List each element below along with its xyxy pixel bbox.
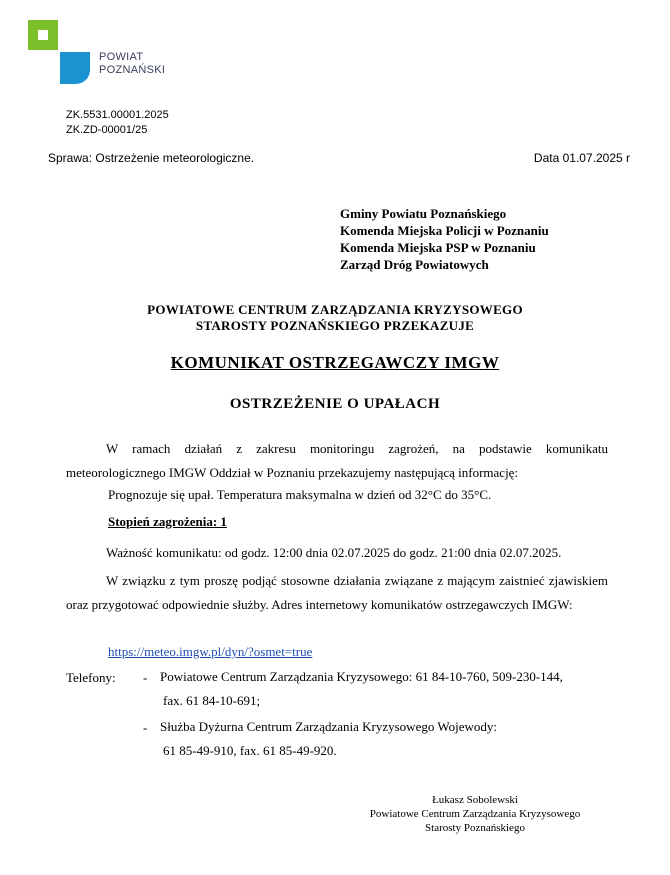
recipient: Zarząd Dróg Powiatowych bbox=[340, 257, 489, 272]
recipient: Komenda Miejska Policji w Poznaniu bbox=[340, 223, 549, 238]
logo-text bbox=[99, 51, 165, 77]
reference-number: ZK.ZD-00001/25 bbox=[66, 124, 148, 136]
imgw-link[interactable]: https://meteo.imgw.pl/dyn/?osmet=true bbox=[108, 644, 313, 659]
list-dash: - bbox=[143, 720, 148, 735]
signatory-unit: Powiatowe Centrum Zarządzania Kryzysowego bbox=[369, 808, 581, 820]
phone-item-line1: Służba Dyżurna Centrum Zarządzania Kryzysowego Wojewody: bbox=[160, 719, 497, 734]
document-title: KOMUNIKAT OSTRZEGAWCZY IMGW bbox=[170, 353, 500, 372]
recipient: Komenda Miejska PSP w Poznaniu bbox=[340, 240, 536, 255]
powiat-logo bbox=[28, 20, 168, 90]
phone-item-line2: 61 85-49-910, fax. 61 85-49-920. bbox=[163, 743, 337, 758]
subject-line: Sprawa: Ostrzeżenie meteorologiczne. bbox=[48, 151, 255, 165]
document-date: Data 01.07.2025 r bbox=[533, 151, 630, 165]
signatory-office: Starosty Poznańskiego bbox=[425, 822, 525, 834]
issuer-heading bbox=[0, 302, 670, 334]
issuer-line1: POWIATOWE CENTRUM ZARZĄDZANIA KRYZYSOWEGO bbox=[147, 302, 523, 317]
list-dash: - bbox=[143, 670, 148, 685]
signatory-name: Łukasz Sobolewski bbox=[432, 794, 518, 806]
phone-item-line2: fax. 61 84-10-691; bbox=[163, 693, 261, 708]
intro-paragraph: W ramach działań z zakresu monitoringu zagrożeń, na podstawie komunikatu meteorologicznego IMGW Oddział w Poznaniu przekazujemy następującą informację: bbox=[66, 441, 608, 480]
signature-block bbox=[340, 793, 610, 835]
reference-number: ZK.5531.00001.2025 bbox=[66, 109, 169, 121]
recipient: Gminy Powiatu Poznańskiego bbox=[340, 206, 507, 221]
issuer-line2: STAROSTY POZNAŃSKIEGO PRZEKAZUJE bbox=[195, 318, 475, 333]
forecast-text: Prognozuje się upał. Temperatura maksymalna w dzień od 32°C do 35°C. bbox=[108, 487, 492, 502]
phones-label: Telefony: bbox=[66, 670, 116, 685]
recipients-block bbox=[340, 205, 549, 273]
logo-line1: POWIAT bbox=[99, 51, 144, 63]
phone-item-line1: Powiatowe Centrum Zarządzania Kryzysowego: 61 84-10-760, 509-230-144, bbox=[160, 669, 563, 684]
logo-line2: POZNAŃSKI bbox=[99, 64, 166, 76]
phone-item-wczk bbox=[160, 715, 497, 763]
action-paragraph: W związku z tym proszę podjąć stosowne działania związane z mającym zaistnieć zjawiskiem oraz przygotować odpowiednie służby. Adres internetowy komunikatów ostrzegawczych IMGW: bbox=[66, 573, 608, 612]
reference-numbers bbox=[66, 108, 169, 138]
phone-item-pczk bbox=[160, 665, 563, 713]
validity-text: Ważność komunikatu: od godz. 12:00 dnia 02.07.2025 do godz. 21:00 dnia 02.07.2025. bbox=[106, 545, 562, 560]
threat-level: Stopień zagrożenia: 1 bbox=[108, 514, 227, 529]
warning-subtitle: OSTRZEŻENIE O UPAŁACH bbox=[229, 396, 441, 412]
powiat-logo-icon bbox=[28, 20, 90, 84]
